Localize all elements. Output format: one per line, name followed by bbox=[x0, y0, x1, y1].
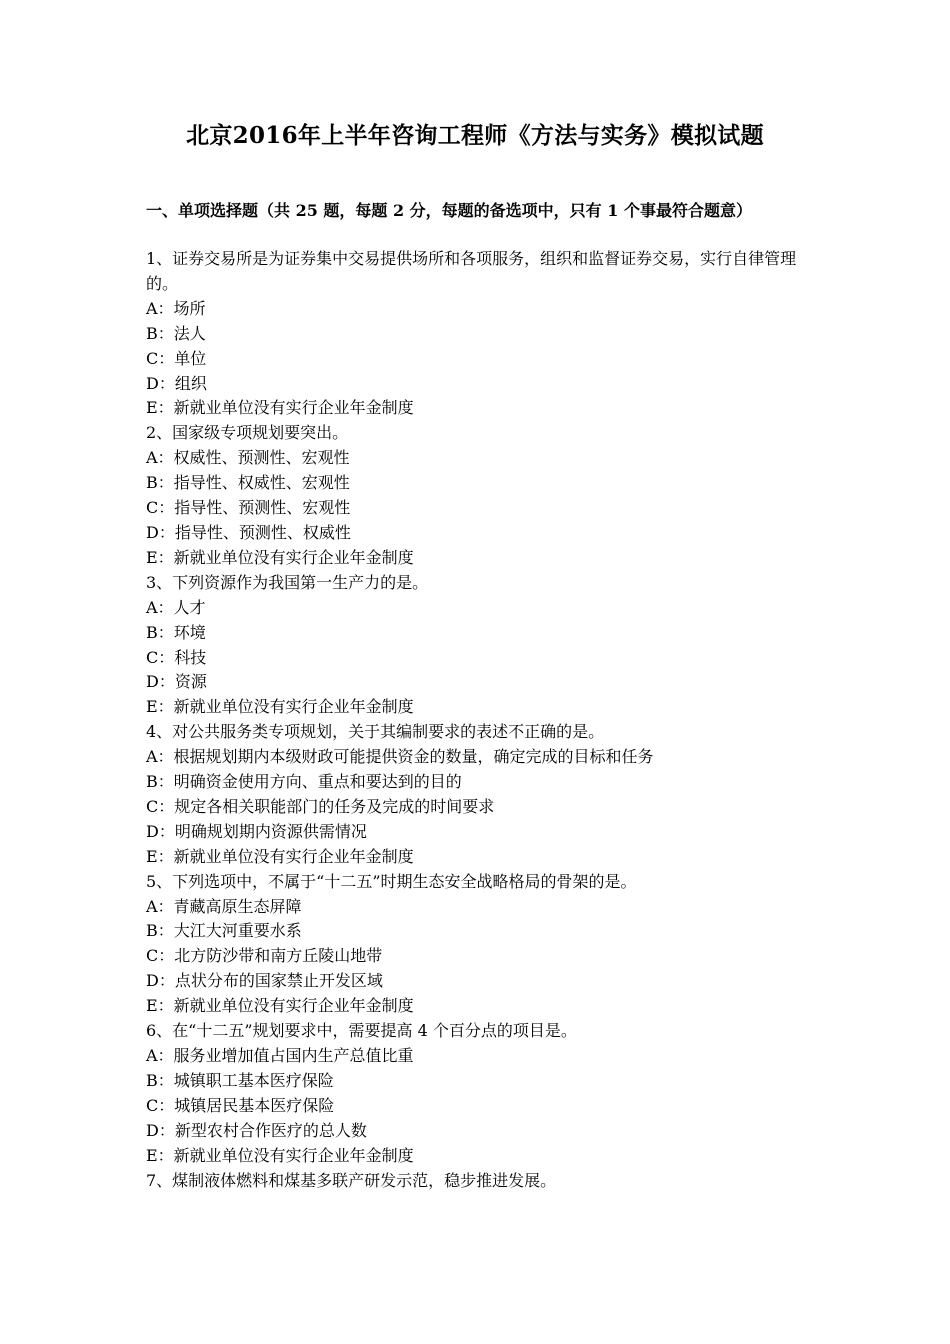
question-2 bbox=[146, 421, 814, 570]
option-d: D：指导性、预测性、权威性 bbox=[146, 522, 351, 542]
question-1 bbox=[146, 247, 814, 421]
question-list bbox=[146, 247, 814, 1193]
question-3 bbox=[146, 571, 814, 720]
option-b: B：法人 bbox=[146, 323, 206, 343]
option-a: A：服务业增加值占国内生产总值比重 bbox=[146, 1046, 414, 1065]
question-text: 4、对公共服务类专项规划，关于其编制要求的表述不正确的是。 bbox=[146, 722, 605, 742]
question-5 bbox=[146, 870, 814, 1019]
option-d: D：明确规划期内资源供需情况 bbox=[146, 821, 367, 841]
option-e: E：新就业单位没有实行企业年金制度 bbox=[146, 1145, 414, 1165]
question-text: 5、下列选项中，不属于“十二五”时期生态安全战略格局的骨架的是。 bbox=[146, 871, 637, 891]
option-a: A：根据规划期内本级财政可能提供资金的数量，确定完成的目标和任务 bbox=[146, 747, 654, 767]
question-4 bbox=[146, 720, 814, 869]
section-heading: 一、单项选择题（共 25 题，每题 2 分，每题的备选项中，只有 1 个事最符合题意） bbox=[146, 201, 752, 220]
question-text: 7、煤制液体燃料和煤基多联产研发示范，稳步推进发展。 bbox=[146, 1170, 557, 1190]
option-e: E：新就业单位没有实行企业年金制度 bbox=[146, 697, 414, 717]
option-b: B：大江大河重要水系 bbox=[146, 921, 302, 941]
option-c: C：科技 bbox=[146, 647, 207, 667]
option-c: C：北方防沙带和南方丘陵山地带 bbox=[146, 946, 383, 966]
question-text: 1、证券交易所是为证券集中交易提供场所和各项服务，组织和监督证券交易，实行自律管理的。 bbox=[146, 249, 797, 293]
option-b: B：环境 bbox=[146, 622, 206, 642]
option-a: A：人才 bbox=[146, 597, 206, 617]
option-b: B：明确资金使用方向、重点和要达到的目的 bbox=[146, 772, 462, 792]
option-e: E：新就业单位没有实行企业年金制度 bbox=[146, 398, 414, 418]
option-e: E：新就业单位没有实行企业年金制度 bbox=[146, 547, 414, 567]
option-b: B：指导性、权威性、宏观性 bbox=[146, 473, 350, 493]
option-c: C：城镇居民基本医疗保险 bbox=[146, 1095, 335, 1115]
option-d: D：组织 bbox=[146, 373, 207, 393]
document-title: 北京2016年上半年咨询工程师《方法与实务》模拟试题 bbox=[186, 122, 764, 149]
option-c: C：指导性、预测性、宏观性 bbox=[146, 498, 351, 518]
option-e: E：新就业单位没有实行企业年金制度 bbox=[146, 846, 414, 866]
option-d: D：资源 bbox=[146, 672, 207, 692]
option-d: D：新型农村合作医疗的总人数 bbox=[146, 1120, 367, 1140]
question-text: 2、国家级专项规划要突出。 bbox=[146, 423, 349, 443]
option-c: C：单位 bbox=[146, 348, 207, 368]
question-text: 6、在“十二五”规划要求中，需要提高 4 个百分点的项目是。 bbox=[146, 1021, 577, 1041]
option-a: A：权威性、预测性、宏观性 bbox=[146, 448, 350, 468]
option-b: B：城镇职工基本医疗保险 bbox=[146, 1070, 334, 1090]
option-e: E：新就业单位没有实行企业年金制度 bbox=[146, 996, 414, 1016]
option-c: C：规定各相关职能部门的任务及完成的时间要求 bbox=[146, 796, 495, 816]
question-6 bbox=[146, 1019, 814, 1168]
option-a: A：场所 bbox=[146, 298, 206, 318]
question-7 bbox=[146, 1169, 814, 1194]
option-d: D：点状分布的国家禁止开发区域 bbox=[146, 971, 383, 991]
option-a: A：青藏高原生态屏障 bbox=[146, 896, 302, 916]
question-text: 3、下列资源作为我国第一生产力的是。 bbox=[146, 572, 429, 592]
